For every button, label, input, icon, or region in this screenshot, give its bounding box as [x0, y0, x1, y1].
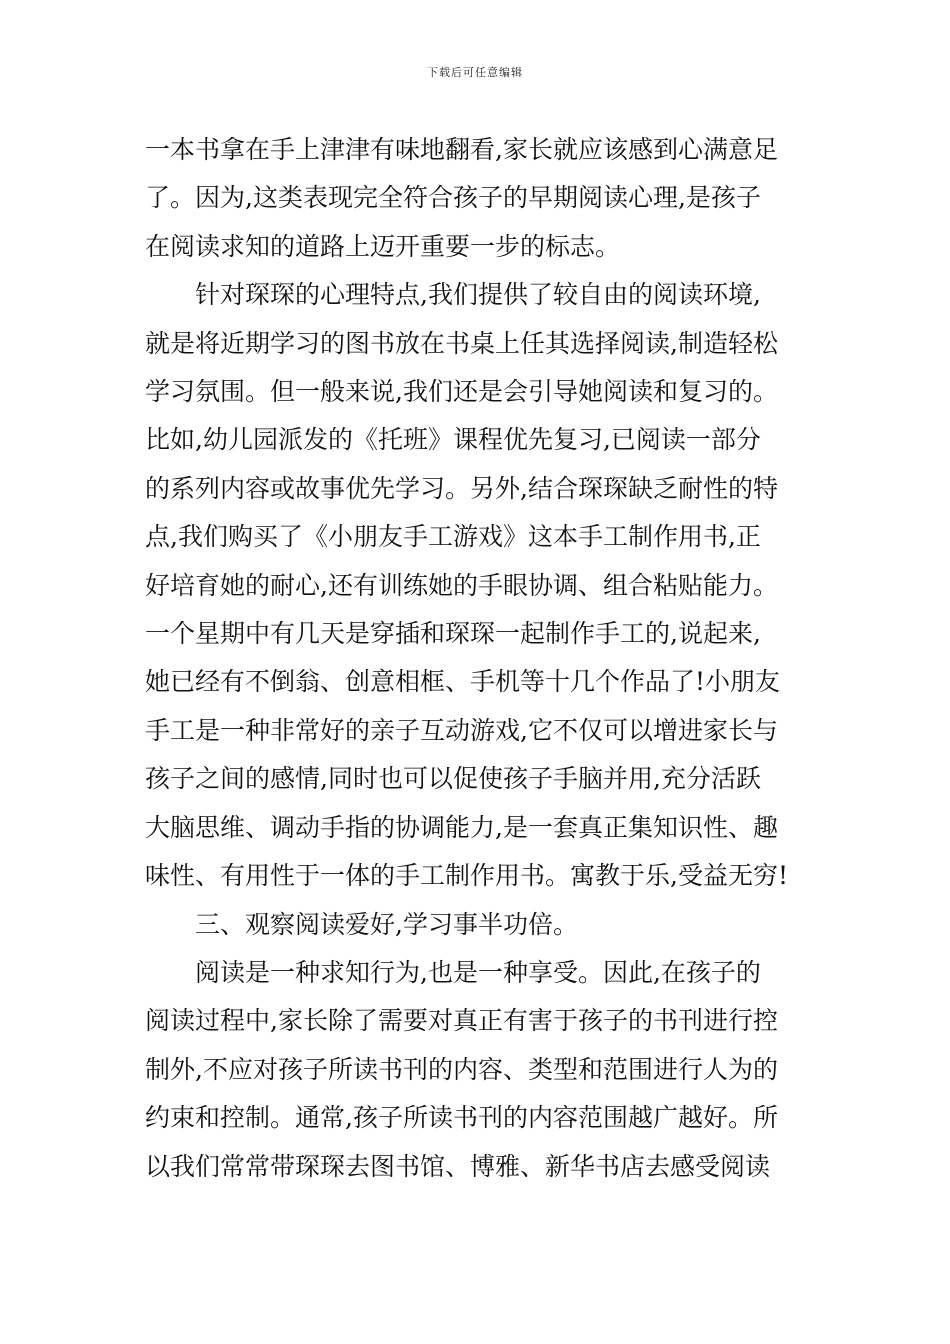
paragraph-start-line: 阅读是一种求知行为,也是一种享受。因此,在孩子的	[195, 957, 761, 987]
section-heading: 三、观察阅读爱好,学习事半功倍。	[195, 909, 578, 939]
paragraph-start-line: 针对琛琛的心理特点,我们提供了较自由的阅读环境,	[195, 280, 761, 310]
text-line: 孩子之间的感情,同时也可以促使孩子手脑并用,充分活跃	[145, 764, 761, 794]
text-line: 的系列内容或故事优先学习。另外,结合琛琛缺乏耐性的特	[145, 473, 778, 503]
text-line: 好培育她的耐心,还有训练她的手眼协调、组合粘贴能力。	[145, 570, 778, 600]
text-line: 大脑思维、调动手指的协调能力,是一套真正集知识性、趣	[145, 812, 778, 842]
text-line: 制外,不应对孩子所读书刊的内容、类型和范围进行人为的	[145, 1054, 778, 1084]
text-line: 点,我们购买了《小朋友手工游戏》这本手工制作用书,正	[145, 522, 761, 552]
text-line: 就是将近期学习的图书放在书桌上任其选择阅读,制造轻松	[145, 328, 778, 358]
header-note: 下载后可任意编辑	[427, 66, 523, 79]
text-line: 约束和控制。通常,孩子所读书刊的内容范围越广越好。所	[145, 1103, 778, 1133]
text-line: 以我们常常带琛琛去图书馆、博雅、新华书店去感受阅读	[145, 1151, 771, 1181]
text-line: 一个星期中有几天是穿插和琛琛一起制作手工的,说起来,	[145, 619, 761, 649]
text-line: 味性、有用性于一体的手工制作用书。寓教于乐,受益无穷!	[145, 861, 788, 891]
text-line: 了。因为,这类表现完全符合孩子的早期阅读心理,是孩子	[145, 183, 761, 213]
text-line: 手工是一种非常好的亲子互动游戏,它不仅可以增进家长与	[145, 715, 778, 745]
text-line: 比如,幼儿园派发的《托班》课程优先复习,已阅读一部分	[145, 425, 761, 455]
text-line: 一本书拿在手上津津有味地翻看,家长就应该感到心满意足	[145, 135, 778, 164]
text-line: 在阅读求知的道路上迈开重要一步的标志。	[145, 231, 621, 261]
document-body	[145, 126, 809, 1191]
text-line: 她已经有不倒翁、创意相框、手机等十几个作品了!小朋友	[145, 667, 781, 697]
text-line: 阅读过程中,家长除了需要对真正有害于孩子的书刊进行控	[145, 1006, 778, 1036]
text-line: 学习氛围。但一般来说,我们还是会引导她阅读和复习的。	[145, 377, 778, 407]
